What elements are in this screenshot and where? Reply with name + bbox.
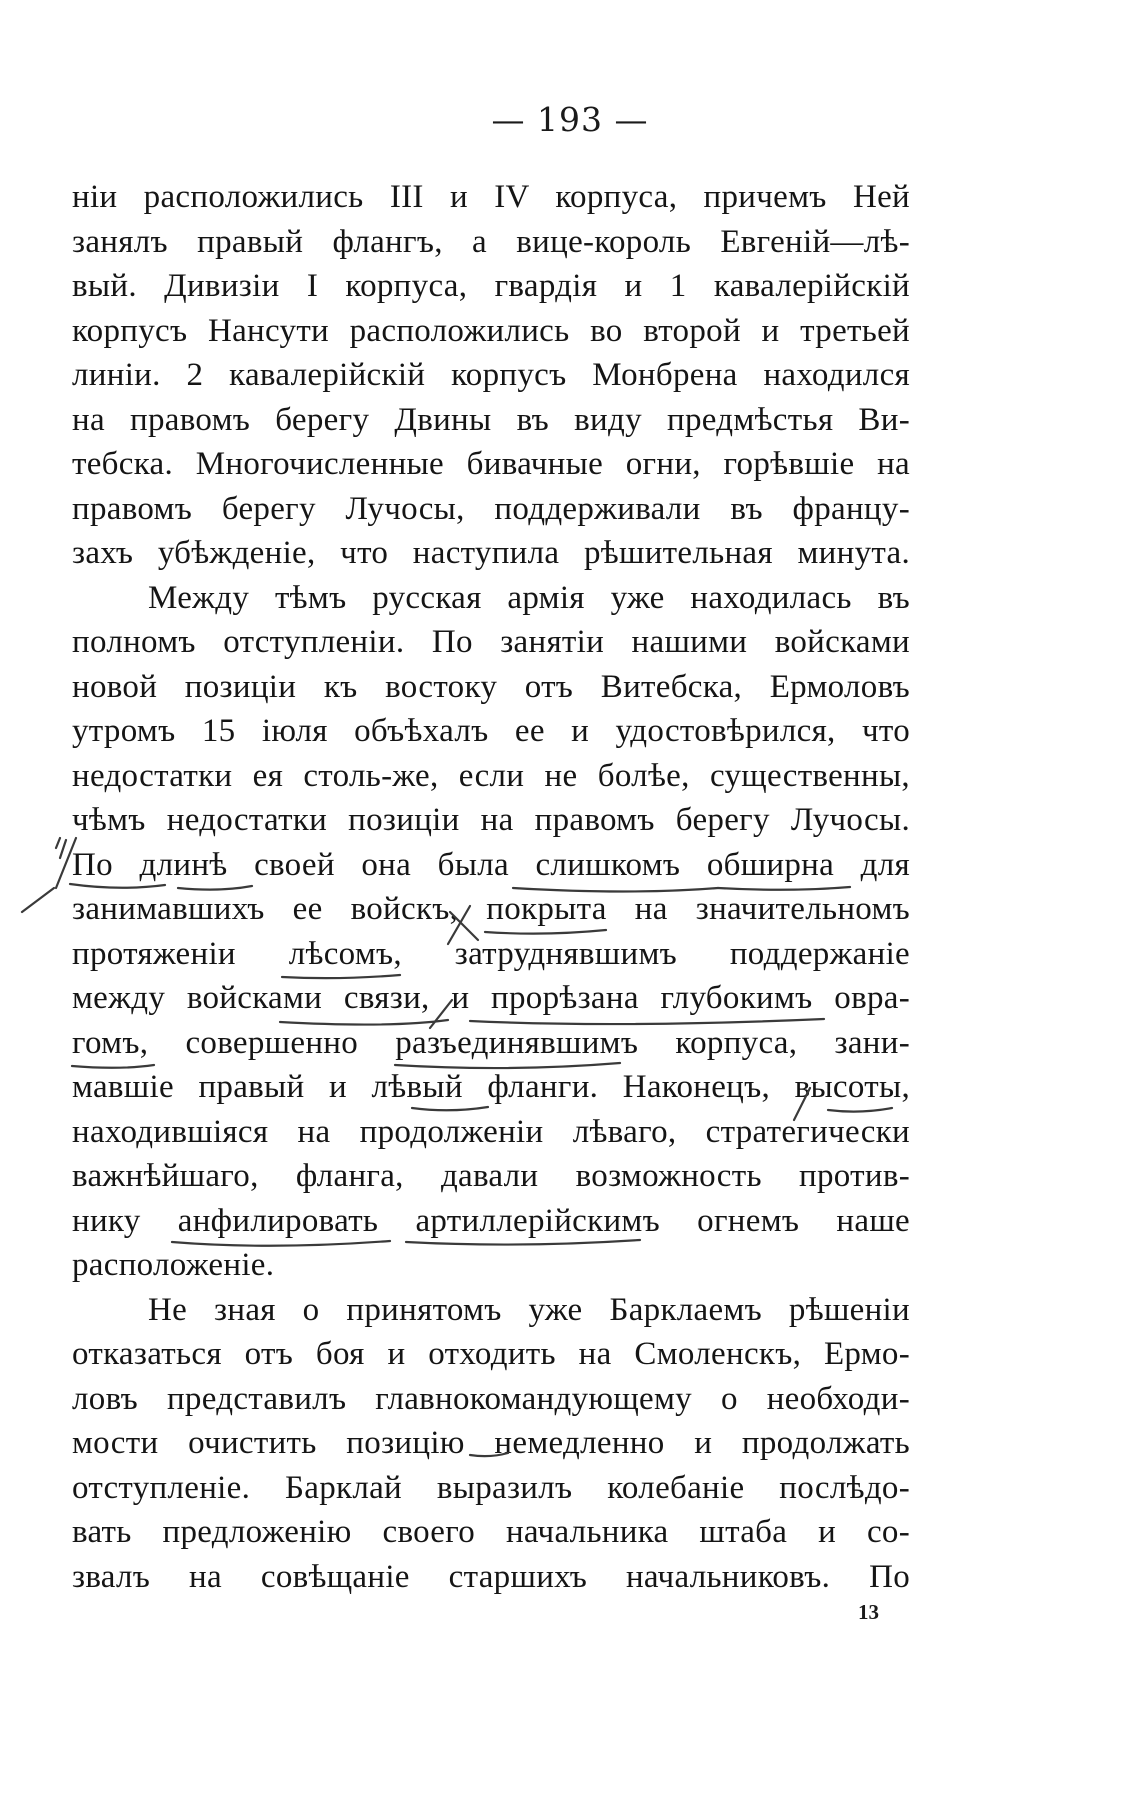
text-line: правомъ берегу Лучосы, поддерживали въ францу-: [72, 490, 910, 527]
text-line: новой позиціи къ востоку отъ Витебска, Ермоловъ: [72, 668, 910, 705]
text-line: утромъ 15 іюля объѣхалъ ее и удостовѣрился, что: [72, 713, 910, 749]
text-line: протяженіи лѣсомъ, затруднявшимъ поддержаніе: [72, 935, 910, 972]
text-line: занимавшихъ ее войскъ, покрыта на значительномъ: [72, 891, 910, 927]
signature-mark: 13: [858, 1600, 879, 1624]
text-line: нику анфилировать артиллерійскимъ огнемъ наше: [72, 1202, 910, 1239]
margin-mark-icon: [22, 838, 76, 912]
text-line: на правомъ берегу Двины въ виду предмѣстья Ви-: [72, 401, 910, 438]
text-line: Не зная о принятомъ уже Барклаемъ рѣшеніи: [148, 1291, 910, 1328]
text-line: вать предложенію своего начальника штаба и со-: [72, 1514, 910, 1550]
text-line: гомъ, совершенно разъединявшимъ корпуса, зани-: [72, 1024, 910, 1061]
text-line: вый. Дивизіи I корпуса, гвардія и 1 кавалерійскій: [72, 268, 910, 304]
text-line: корпусъ Нансути расположились во второй и третьей: [72, 312, 910, 349]
text-line: полномъ отступленіи. По занятіи нашими войсками: [72, 624, 910, 660]
text-line: занялъ правый флангъ, а вице-король Евгеній—лѣ-: [72, 223, 910, 260]
text-line: линіи. 2 кавалерійскій корпусъ Монбрена находился: [72, 357, 910, 393]
text-line: ніи расположились III и IV корпуса, причемъ Ней: [72, 179, 910, 215]
text-line: находившіяся на продолженіи лѣваго, стратегически: [72, 1113, 910, 1150]
text-line: тебска. Многочисленные бивачные огни, горѣвшіе на: [72, 446, 910, 482]
text-line: ловъ представилъ главнокомандующему о необходи-: [72, 1380, 910, 1417]
text-line: По длинѣ своей она была слишкомъ обширна для: [72, 846, 910, 883]
text-line: звалъ на совѣщаніе старшихъ начальниковъ. По: [72, 1558, 910, 1595]
text-line: захъ убѣжденіе, что наступила рѣшительная минута.: [72, 535, 910, 571]
text-line: отступленіе. Барклай выразилъ колебаніе послѣдо-: [72, 1469, 910, 1506]
text-line: чѣмъ недостатки позиціи на правомъ берегу Лучосы.: [72, 802, 910, 838]
text-line: Между тѣмъ русская армія уже находилась въ: [148, 579, 910, 616]
body-text: [72, 175, 910, 1599]
text-line: недостатки ея столь-же, если не болѣе, существенны,: [72, 757, 910, 794]
text-line: расположеніе.: [72, 1247, 275, 1283]
text-line: отказаться отъ боя и отходить на Смоленскъ, Ермо-: [72, 1336, 910, 1372]
text-line: важнѣйшаго, фланга, давали возможность против-: [72, 1158, 910, 1194]
text-line: между войсками связи, и прорѣзана глубокимъ овра-: [72, 980, 910, 1016]
text-line: мавшіе правый и лѣвый фланги. Наконецъ, высоты,: [72, 1069, 910, 1105]
page-number: — 193 —: [491, 100, 649, 139]
text-line: мости очистить позицію немедленно и продолжать: [72, 1425, 910, 1461]
